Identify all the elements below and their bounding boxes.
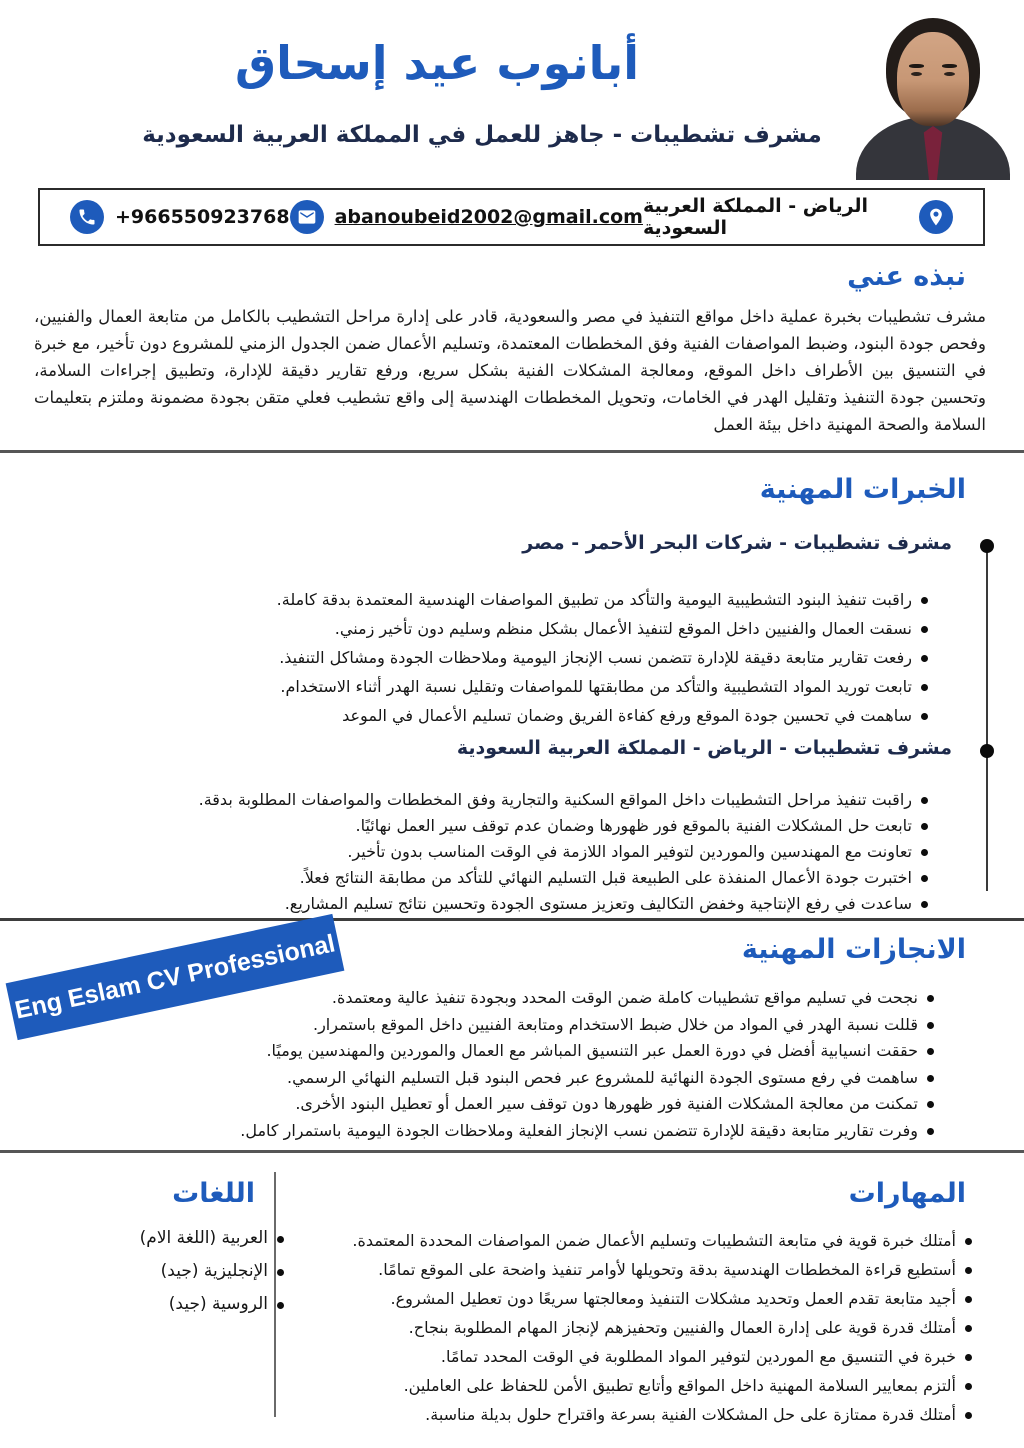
job-title: مشرف تشطيبات - شركات البحر الأحمر - مصر (522, 532, 952, 554)
bullet-icon (927, 1022, 934, 1029)
languages-list (30, 1222, 284, 1321)
bullet-icon (965, 1383, 972, 1390)
list-item (30, 1288, 284, 1321)
contact-bar (38, 188, 985, 246)
divider (0, 450, 1024, 453)
bullet-icon (927, 1075, 934, 1082)
phone-item (70, 200, 290, 234)
photo-eye (911, 72, 922, 76)
bullet-icon (965, 1238, 972, 1245)
bullet-icon (921, 849, 928, 856)
timeline-dot (980, 744, 994, 758)
skills-section-title: المهارات (848, 1178, 966, 1209)
about-section-title: نبذه عني (847, 261, 966, 292)
bullet-text: ساعدت في رفع الإنتاجية وخفض التكاليف وتعزيز مستوى الجودة وتحسين نتائج تسليم المشاريع. (284, 894, 912, 913)
list-item (10, 839, 928, 865)
bullet-icon (965, 1296, 972, 1303)
bullet-icon (927, 1128, 934, 1135)
bullet-text: راقبت تنفيذ مراحل التشطيبات داخل المواقع السكنية والتجارية وفق المخططات والمواصفات المطلوبة بدقة. (198, 790, 912, 809)
bullet-text: تابعت توريد المواد التشطيبية والتأكد من مطابقتها للمواصفات وتقليل نسبة الهدر أثناء الاستخدام. (280, 677, 912, 696)
candidate-name: أبانوب عيد إسحاق (234, 36, 639, 90)
bullet-icon (965, 1412, 972, 1419)
bullet-icon (921, 875, 928, 882)
location-item (643, 195, 953, 239)
bullet-icon (927, 1048, 934, 1055)
profile-photo (854, 12, 1012, 180)
bullet-icon (965, 1354, 972, 1361)
bullet-icon (277, 1269, 284, 1276)
bullet-text: تابعت حل المشكلات الفنية بالموقع فور ظهورها وضمان عدم توقف سير العمل نهائيًا. (355, 816, 912, 835)
bullet-text: نجحت في تسليم مواقع تشطيبات كاملة ضمن الوقت المحدد وبجودة تنفيذ عالية ومعتمدة. (331, 988, 918, 1007)
list-item (10, 1065, 934, 1092)
list-item (10, 1091, 934, 1118)
bullet-text: اختبرت جودة الأعمال المنفذة على الطبيعة قبل التسليم النهائي للتأكد من مطابقة النتائج فعلاً. (299, 868, 912, 887)
about-text: مشرف تشطيبات بخبرة عملية داخل مواقع التنفيذ في مصر والسعودية، قادر على إدارة مراحل التشطيب بالكامل من متابعة العمال والفنيين، وفحص جودة البنود، وضبط المواصفات الفنية وفق المخططات المعتمدة، وتسليم الأعمال ضمن الجدول الزمني للمشروع دون تأخير، مع خبرة في التنسيق بين الأطراف داخل الموقع، ومعالجة المشكلات الفنية بشكل سريع، ورفع تقارير دقيقة للإدارة، وتطبيق إجراءات السلامة، وتحسين جودة التنفيذ وتقليل الهدر في الخامات، وتحويل المخططات الهندسية إلى واقع تشطيب فعلي متقن بجودة مضمونة وملتزم بتعليمات السلامة والصحة المهنية داخل بيئة العمل (34, 307, 986, 434)
timeline-line (986, 549, 988, 891)
languages-section-title: اللغات (172, 1178, 255, 1209)
list-item (10, 1012, 934, 1039)
list-item (10, 701, 928, 730)
list-item (290, 1400, 972, 1429)
list-item (290, 1371, 972, 1400)
bullet-icon (921, 713, 928, 720)
divider (0, 918, 1024, 921)
bullet-text: أمتلك خبرة قوية في متابعة التشطيبات وتسليم الأعمال ضمن المواصفات المحددة المعتمدة. (352, 1231, 956, 1250)
bullet-text: نسقت العمال والفنيين داخل الموقع لتنفيذ الأعمال بشكل منظم وسليم دون تأخير زمني. (334, 619, 912, 638)
bullet-icon (921, 684, 928, 691)
list-item (30, 1255, 284, 1288)
bullet-icon (965, 1267, 972, 1274)
job-title: مشرف تشطيبات - الرياض - المملكة العربية السعودية (456, 737, 952, 759)
photo-eye (944, 72, 955, 76)
watermark-text: Eng Eslam CV Professional (12, 928, 338, 1025)
bullet-icon (927, 1101, 934, 1108)
bullet-icon (277, 1236, 284, 1243)
list-item (10, 813, 928, 839)
bullet-text: راقبت تنفيذ البنود التشطيبية اليومية والتأكد من تطبيق المواصفات الهندسية المعتمدة بدقة كاملة. (276, 590, 912, 609)
bullet-icon (921, 823, 928, 830)
list-item (290, 1255, 972, 1284)
skills-bullets (290, 1226, 972, 1429)
timeline-dot (980, 539, 994, 553)
bullet-text: خبرة في التنسيق مع الموردين لتوفير المواد المطلوبة في الوقت المحدد تمامًا. (440, 1347, 956, 1366)
list-item (10, 1038, 934, 1065)
list-item (290, 1342, 972, 1371)
location-text: الرياض - المملكة العربية السعودية (642, 195, 869, 239)
language-text: العربية (اللغة الام) (139, 1228, 268, 1248)
bullet-text: أجيد متابعة تقدم العمل وتحديد مشكلات التنفيذ ومعالجتها سريعًا دون تعطيل المشروع. (390, 1289, 956, 1308)
bullet-icon (921, 797, 928, 804)
bullet-icon (965, 1325, 972, 1332)
bullet-icon (277, 1302, 284, 1309)
language-text: الإنجليزية (جيد) (160, 1261, 268, 1281)
bullet-text: قللت نسبة الهدر في المواد من خلال ضبط الاستخدام ومتابعة الفنيين داخل الموقع باستمرار. (312, 1014, 918, 1034)
divider (0, 1150, 1024, 1153)
bullet-text: وفرت تقارير متابعة دقيقة للإدارة تتضمن نسب الإنجاز الفعلية وملاحظات الجودة اليومية باستمرار كامل. (240, 1120, 918, 1140)
bullet-text: أمتلك قدرة ممتازة على حل المشكلات الفنية بسرعة واقتراح حلول بديلة مناسبة. (425, 1405, 956, 1424)
bullet-icon (927, 995, 934, 1002)
list-item (10, 614, 928, 643)
email-item (290, 200, 643, 234)
bullet-text: تعاونت مع المهندسين والموردين لتوفير المواد اللازمة في الوقت المناسب بدون تأخير. (347, 842, 912, 861)
list-item (10, 672, 928, 701)
job-bullets (10, 787, 928, 917)
bullet-text: أمتلك قدرة قوية على إدارة العمال والفنيين وتحفيزهم لإنجاز المهام المطلوبة بنجاح. (408, 1318, 956, 1337)
list-item (10, 643, 928, 672)
achievements-section-title: الانجازات المهنية (741, 934, 966, 965)
list-item (10, 585, 928, 614)
list-item (10, 891, 928, 917)
bullet-icon (921, 901, 928, 908)
candidate-job-title: مشرف تشطيبات - جاهز للعمل في المملكة العربية السعودية (142, 122, 822, 148)
location-pin-icon (919, 200, 953, 234)
phone-number: +966550923768 (115, 206, 290, 228)
list-item (10, 1118, 934, 1145)
list-item (290, 1313, 972, 1342)
bullet-icon (921, 597, 928, 604)
bullet-text: ساهمت في رفع مستوى الجودة النهائية للمشروع عبر فحص البنود قبل التسليم النهائي الرسمي. (287, 1067, 918, 1087)
bullet-text: أستطيع قراءة المخططات الهندسية بدقة وتحويلها لأوامر تنفيذ واضحة على الموقع تمامًا. (378, 1260, 956, 1279)
email-icon (290, 200, 324, 234)
email-link[interactable]: abanoubeid2002@gmail.com (334, 206, 643, 228)
experience-section-title: الخبرات المهنية (759, 474, 966, 505)
job-bullets (10, 585, 928, 730)
bullet-text: رفعت تقارير متابعة دقيقة للإدارة تتضمن نسب الإنجاز اليومية وملاحظات الجودة ومشاكل التنفيذ. (279, 648, 912, 667)
bullet-icon (921, 626, 928, 633)
photo-face (897, 32, 969, 126)
bullet-text: حققت انسيابية أفضل في دورة العمل عبر التنسيق المباشر مع العمال والموردين والمهندسين يوميًا. (266, 1041, 918, 1060)
list-item (290, 1284, 972, 1313)
photo-eyebrow (942, 64, 957, 68)
list-item (10, 787, 928, 813)
bullet-icon (921, 655, 928, 662)
list-item (10, 865, 928, 891)
language-text: الروسية (جيد) (168, 1294, 268, 1314)
bullet-text: ألتزم بمعايير السلامة المهنية داخل المواقع وأتابع تطبيق الأمن للحفاظ على العاملين. (403, 1376, 956, 1395)
list-item (290, 1226, 972, 1255)
photo-eyebrow (909, 64, 924, 68)
bullet-text: تمكنت من معالجة المشكلات الفنية فور ظهورها دون توقف سير العمل أو تعطيل البنود الأخرى. (295, 1094, 918, 1113)
list-item (30, 1222, 284, 1255)
bullet-text: ساهمت في تحسين جودة الموقع ورفع كفاءة الفريق وضمان تسليم الأعمال في الموعد (342, 706, 912, 725)
phone-icon (70, 200, 104, 234)
